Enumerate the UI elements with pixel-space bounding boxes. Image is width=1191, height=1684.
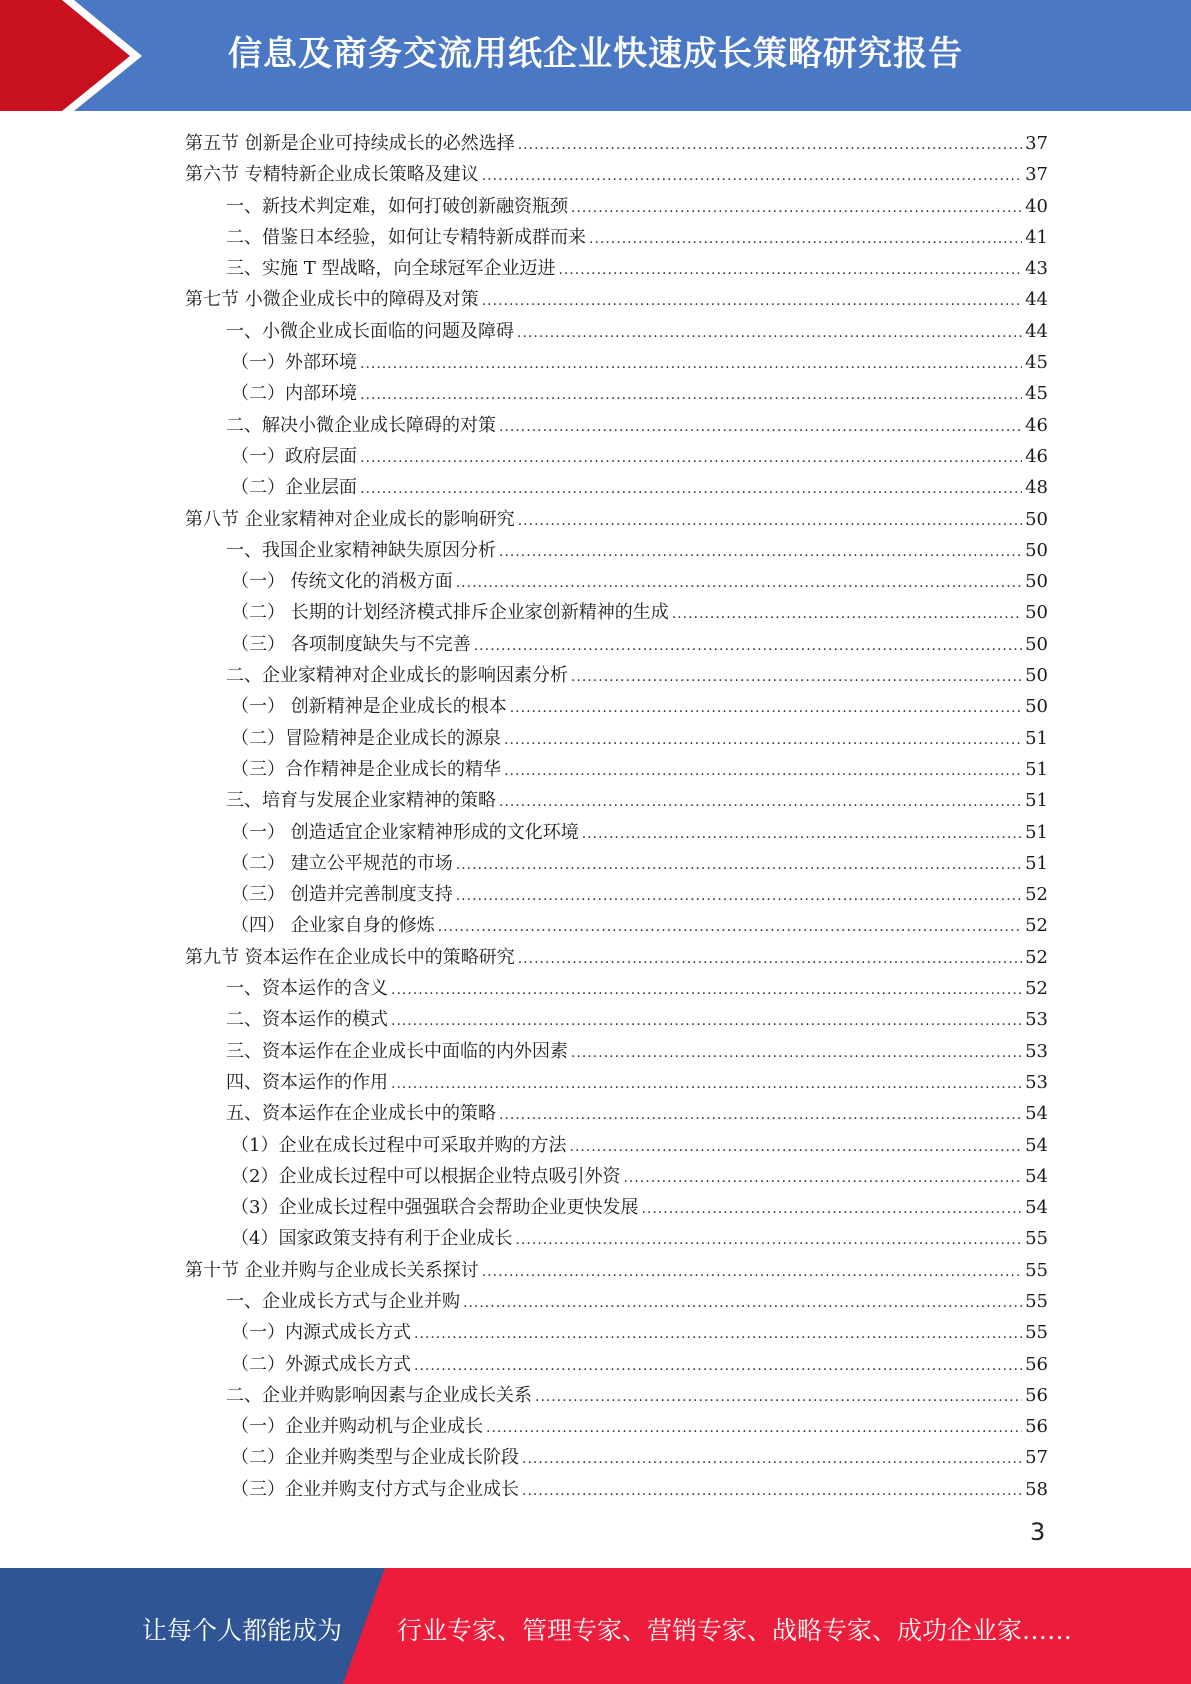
page-footer — [0, 1568, 1191, 1684]
toc-entry-page: 53 — [1025, 1071, 1048, 1093]
toc-dot-leader — [499, 412, 1022, 443]
toc-entry[interactable] — [185, 1067, 1048, 1098]
toc-entry-title: （三） 各项制度缺失与不完善 — [231, 633, 471, 655]
toc-dot-leader — [641, 1194, 1022, 1225]
toc-entry-title: 二、资本运作的模式 — [226, 1009, 388, 1031]
toc-entry-page: 54 — [1025, 1134, 1048, 1156]
toc-entry[interactable] — [185, 253, 1048, 284]
toc-entry[interactable] — [185, 1036, 1048, 1067]
toc-entry-page: 45 — [1025, 352, 1048, 374]
toc-dot-leader — [360, 443, 1022, 474]
toc-entry-page: 44 — [1025, 289, 1048, 311]
toc-dot-leader — [482, 1257, 1022, 1288]
toc-entry[interactable] — [185, 785, 1048, 816]
toc-entry-page: 50 — [1025, 508, 1048, 530]
toc-entry-title: 四、资本运作的作用 — [226, 1071, 388, 1093]
toc-dot-leader — [569, 1132, 1022, 1163]
toc-entry-title: 第七节 小微企业成长中的障碍及对策 — [185, 289, 479, 311]
toc-entry-page: 58 — [1025, 1478, 1048, 1500]
document-title: 信息及商务交流用纸企业快速成长策略研究报告 — [228, 34, 963, 74]
footer-slogan-right: 行业专家、管理专家、营销专家、战略专家、成功企业家…… — [397, 1616, 1073, 1645]
toc-entry[interactable] — [185, 1223, 1048, 1254]
toc-dot-leader — [504, 756, 1022, 787]
toc-dot-leader — [582, 819, 1022, 850]
toc-entry[interactable] — [185, 1130, 1048, 1161]
toc-entry-page: 56 — [1025, 1353, 1048, 1375]
toc-entry-title: 三、资本运作在企业成长中面临的内外因素 — [226, 1040, 568, 1062]
toc-entry-title: （四） 企业家自身的修炼 — [231, 915, 435, 937]
toc-entry-page: 56 — [1025, 1384, 1048, 1406]
toc-entry-title: （4）国家政策支持有利于企业成长 — [231, 1228, 513, 1250]
toc-dot-leader — [623, 1163, 1022, 1194]
toc-entry-title: （一） 创新精神是企业成长的根本 — [231, 696, 507, 718]
toc-entry[interactable] — [185, 848, 1048, 879]
toc-entry[interactable] — [185, 128, 1048, 159]
toc-entry-title: （二） 长期的计划经济模式排斥企业家创新精神的生成 — [231, 602, 669, 624]
toc-entry-title: （二）内部环境 — [231, 383, 357, 405]
toc-entry-title: 一、新技术判定难，如何打破创新融资瓶颈 — [226, 195, 568, 217]
toc-entry-page: 45 — [1025, 383, 1048, 405]
toc-entry[interactable] — [185, 316, 1048, 347]
toc-entry-title: 三、实施 T 型战略，向全球冠军企业迈进 — [226, 258, 556, 280]
toc-entry-page: 55 — [1025, 1228, 1048, 1250]
toc-entry[interactable] — [185, 284, 1048, 315]
toc-entry-page: 53 — [1025, 1040, 1048, 1062]
toc-entry-page: 51 — [1025, 727, 1048, 749]
toc-entry[interactable] — [185, 1161, 1048, 1192]
toc-dot-leader — [391, 975, 1022, 1006]
toc-entry-page: 55 — [1025, 1259, 1048, 1281]
toc-entry-page: 51 — [1025, 758, 1048, 780]
toc-dot-leader — [499, 787, 1022, 818]
toc-entry-title: （一） 创造适宜企业家精神形成的文化环境 — [231, 821, 579, 843]
toc-entry-page: 52 — [1025, 915, 1048, 937]
toc-entry[interactable] — [185, 504, 1048, 535]
toc-entry-title: 二、解决小微企业成长障碍的对策 — [226, 414, 496, 436]
toc-entry-page: 53 — [1025, 1009, 1048, 1031]
toc-dot-leader — [360, 474, 1022, 505]
toc-entry[interactable] — [185, 1317, 1048, 1348]
toc-entry[interactable] — [185, 378, 1048, 409]
toc-dot-leader — [360, 380, 1022, 411]
toc-dot-leader — [571, 1038, 1022, 1069]
toc-dot-leader — [504, 725, 1022, 756]
toc-dot-leader — [456, 568, 1022, 599]
toc-entry[interactable] — [185, 410, 1048, 441]
toc-entry-page: 57 — [1025, 1447, 1048, 1469]
toc-entry[interactable] — [185, 754, 1048, 785]
toc-entry-title: （一）外部环境 — [231, 352, 357, 374]
toc-dot-leader — [499, 1100, 1022, 1131]
toc-entry-page: 50 — [1025, 602, 1048, 624]
toc-entry[interactable] — [185, 159, 1048, 190]
toc-entry-page: 50 — [1025, 539, 1048, 561]
table-of-contents — [185, 128, 1048, 1505]
toc-dot-leader — [438, 912, 1022, 943]
footer-slogan-left: 让每个人都能成为 — [142, 1616, 343, 1645]
toc-entry-page: 40 — [1025, 195, 1048, 217]
toc-entry-title: 第十节 企业并购与企业成长关系探讨 — [185, 1259, 479, 1281]
toc-dot-leader — [486, 1413, 1022, 1444]
toc-dot-leader — [391, 1006, 1022, 1037]
toc-entry[interactable] — [185, 1380, 1048, 1411]
toc-entry-title: 二、企业并购影响因素与企业成长关系 — [226, 1384, 532, 1406]
toc-entry-page: 52 — [1025, 946, 1048, 968]
toc-entry-page: 41 — [1025, 226, 1048, 248]
toc-entry-page: 44 — [1025, 320, 1048, 342]
toc-entry-page: 50 — [1025, 665, 1048, 687]
toc-entry-page: 50 — [1025, 633, 1048, 655]
toc-entry[interactable] — [185, 691, 1048, 722]
page-number: 3 — [1030, 1518, 1046, 1546]
toc-dot-leader — [456, 881, 1022, 912]
toc-entry[interactable] — [185, 1286, 1048, 1317]
toc-entry-page: 37 — [1025, 133, 1048, 154]
toc-entry-title: （三）企业并购支付方式与企业成长 — [231, 1478, 519, 1500]
toc-entry-page: 52 — [1025, 978, 1048, 1000]
toc-entry[interactable] — [185, 566, 1048, 597]
toc-dot-leader — [510, 693, 1022, 724]
toc-entry[interactable] — [185, 1255, 1048, 1286]
toc-entry[interactable] — [185, 723, 1048, 754]
toc-entry-title: （二） 建立公平规范的市场 — [231, 852, 453, 874]
toc-entry[interactable] — [185, 1098, 1048, 1129]
toc-entry-title: （一）企业并购动机与企业成长 — [231, 1416, 483, 1438]
toc-entry-page: 54 — [1025, 1197, 1048, 1219]
toc-entry-title: （二）企业层面 — [231, 477, 357, 499]
page-header — [0, 0, 1191, 111]
toc-entry[interactable] — [185, 535, 1048, 566]
toc-dot-leader — [482, 161, 1022, 192]
toc-dot-leader — [571, 662, 1022, 693]
toc-dot-leader — [589, 224, 1022, 255]
toc-entry-page: 56 — [1025, 1416, 1048, 1438]
toc-entry-page: 46 — [1025, 414, 1048, 436]
toc-entry-page: 54 — [1025, 1103, 1048, 1125]
toc-entry[interactable] — [185, 222, 1048, 253]
toc-entry[interactable] — [185, 973, 1048, 1004]
toc-entry[interactable] — [185, 629, 1048, 660]
toc-entry[interactable] — [185, 1192, 1048, 1223]
toc-entry-title: （三） 创造并完善制度支持 — [231, 884, 453, 906]
toc-dot-leader — [414, 1319, 1022, 1350]
toc-entry[interactable] — [185, 879, 1048, 910]
toc-entry[interactable] — [185, 1411, 1048, 1442]
toc-entry-title: （二）外源式成长方式 — [231, 1353, 411, 1375]
toc-dot-leader — [482, 286, 1022, 317]
toc-entry-title: 第五节 创新是企业可持续成长的必然选择 — [185, 133, 515, 154]
toc-dot-leader — [474, 631, 1022, 662]
toc-entry-page: 50 — [1025, 696, 1048, 718]
toc-entry[interactable] — [185, 472, 1048, 503]
toc-entry-title: （一） 传统文化的消极方面 — [231, 571, 453, 593]
toc-dot-leader — [391, 1069, 1022, 1100]
toc-dot-leader — [522, 1444, 1022, 1475]
toc-entry-page: 50 — [1025, 571, 1048, 593]
toc-dot-leader — [517, 318, 1022, 349]
toc-dot-leader — [522, 1476, 1022, 1507]
toc-entry[interactable] — [185, 1442, 1048, 1473]
toc-entry-page: 55 — [1025, 1322, 1048, 1344]
toc-entry-title: （2）企业成长过程中可以根据企业特点吸引外资 — [231, 1165, 621, 1187]
toc-entry-title: （二）冒险精神是企业成长的源泉 — [231, 727, 501, 749]
toc-entry-title: 五、资本运作在企业成长中的策略 — [226, 1103, 496, 1125]
toc-entry-title: 三、培育与发展企业家精神的策略 — [226, 790, 496, 812]
toc-entry-page: 52 — [1025, 884, 1048, 906]
toc-dot-leader — [456, 850, 1022, 881]
toc-dot-leader — [515, 1225, 1022, 1256]
toc-entry-title: 第九节 资本运作在企业成长中的策略研究 — [185, 946, 515, 968]
toc-entry-title: （一）政府层面 — [231, 445, 357, 467]
toc-entry-title: 第八节 企业家精神对企业成长的影响研究 — [185, 508, 515, 530]
toc-entry-title: 二、企业家精神对企业成长的影响因素分析 — [226, 665, 568, 687]
toc-entry-page: 51 — [1025, 790, 1048, 812]
toc-entry-title: （一）内源式成长方式 — [231, 1322, 411, 1344]
toc-entry[interactable] — [185, 1349, 1048, 1380]
toc-dot-leader — [518, 944, 1022, 975]
toc-entry-page: 48 — [1025, 477, 1048, 499]
toc-entry-page: 43 — [1025, 258, 1048, 280]
toc-entry-page: 55 — [1025, 1290, 1048, 1312]
toc-dot-leader — [535, 1382, 1022, 1413]
toc-entry[interactable] — [185, 1004, 1048, 1035]
toc-dot-leader — [499, 537, 1022, 568]
toc-entry[interactable] — [185, 1474, 1048, 1505]
toc-entry-page: 37 — [1025, 164, 1048, 186]
toc-entry[interactable] — [185, 817, 1048, 848]
toc-dot-leader — [360, 349, 1022, 380]
toc-entry-page: 51 — [1025, 821, 1048, 843]
toc-dot-leader — [558, 255, 1022, 286]
toc-entry-title: （三）合作精神是企业成长的精华 — [231, 758, 501, 780]
toc-entry-title: 一、资本运作的含义 — [226, 978, 388, 1000]
toc-entry-title: 二、借鉴日本经验，如何让专精特新成群而来 — [226, 226, 586, 248]
toc-entry-title: 一、企业成长方式与企业并购 — [226, 1290, 460, 1312]
toc-entry-title: 第六节 专精特新企业成长策略及建议 — [185, 164, 479, 186]
toc-entry[interactable] — [185, 441, 1048, 472]
toc-entry-title: 一、小微企业成长面临的问题及障碍 — [226, 320, 514, 342]
toc-entry[interactable] — [185, 660, 1048, 691]
toc-entry[interactable] — [185, 910, 1048, 941]
toc-entry[interactable] — [185, 347, 1048, 378]
toc-dot-leader — [463, 1288, 1022, 1319]
toc-entry-page: 51 — [1025, 852, 1048, 874]
toc-dot-leader — [414, 1351, 1022, 1382]
toc-dot-leader — [518, 130, 1022, 161]
toc-entry[interactable] — [185, 597, 1048, 628]
toc-entry-title: 一、我国企业家精神缺失原因分析 — [226, 539, 496, 561]
toc-entry-title: （二）企业并购类型与企业成长阶段 — [231, 1447, 519, 1469]
toc-entry-title: （1）企业在成长过程中可采取并购的方法 — [231, 1134, 567, 1156]
toc-dot-leader — [672, 599, 1022, 630]
toc-entry-title: （3）企业成长过程中强强联合会帮助企业更快发展 — [231, 1197, 639, 1219]
toc-entry-page: 46 — [1025, 445, 1048, 467]
toc-entry[interactable] — [185, 191, 1048, 222]
toc-dot-leader — [571, 193, 1022, 224]
toc-entry-page: 54 — [1025, 1165, 1048, 1187]
toc-dot-leader — [518, 506, 1022, 537]
toc-entry[interactable] — [185, 942, 1048, 973]
